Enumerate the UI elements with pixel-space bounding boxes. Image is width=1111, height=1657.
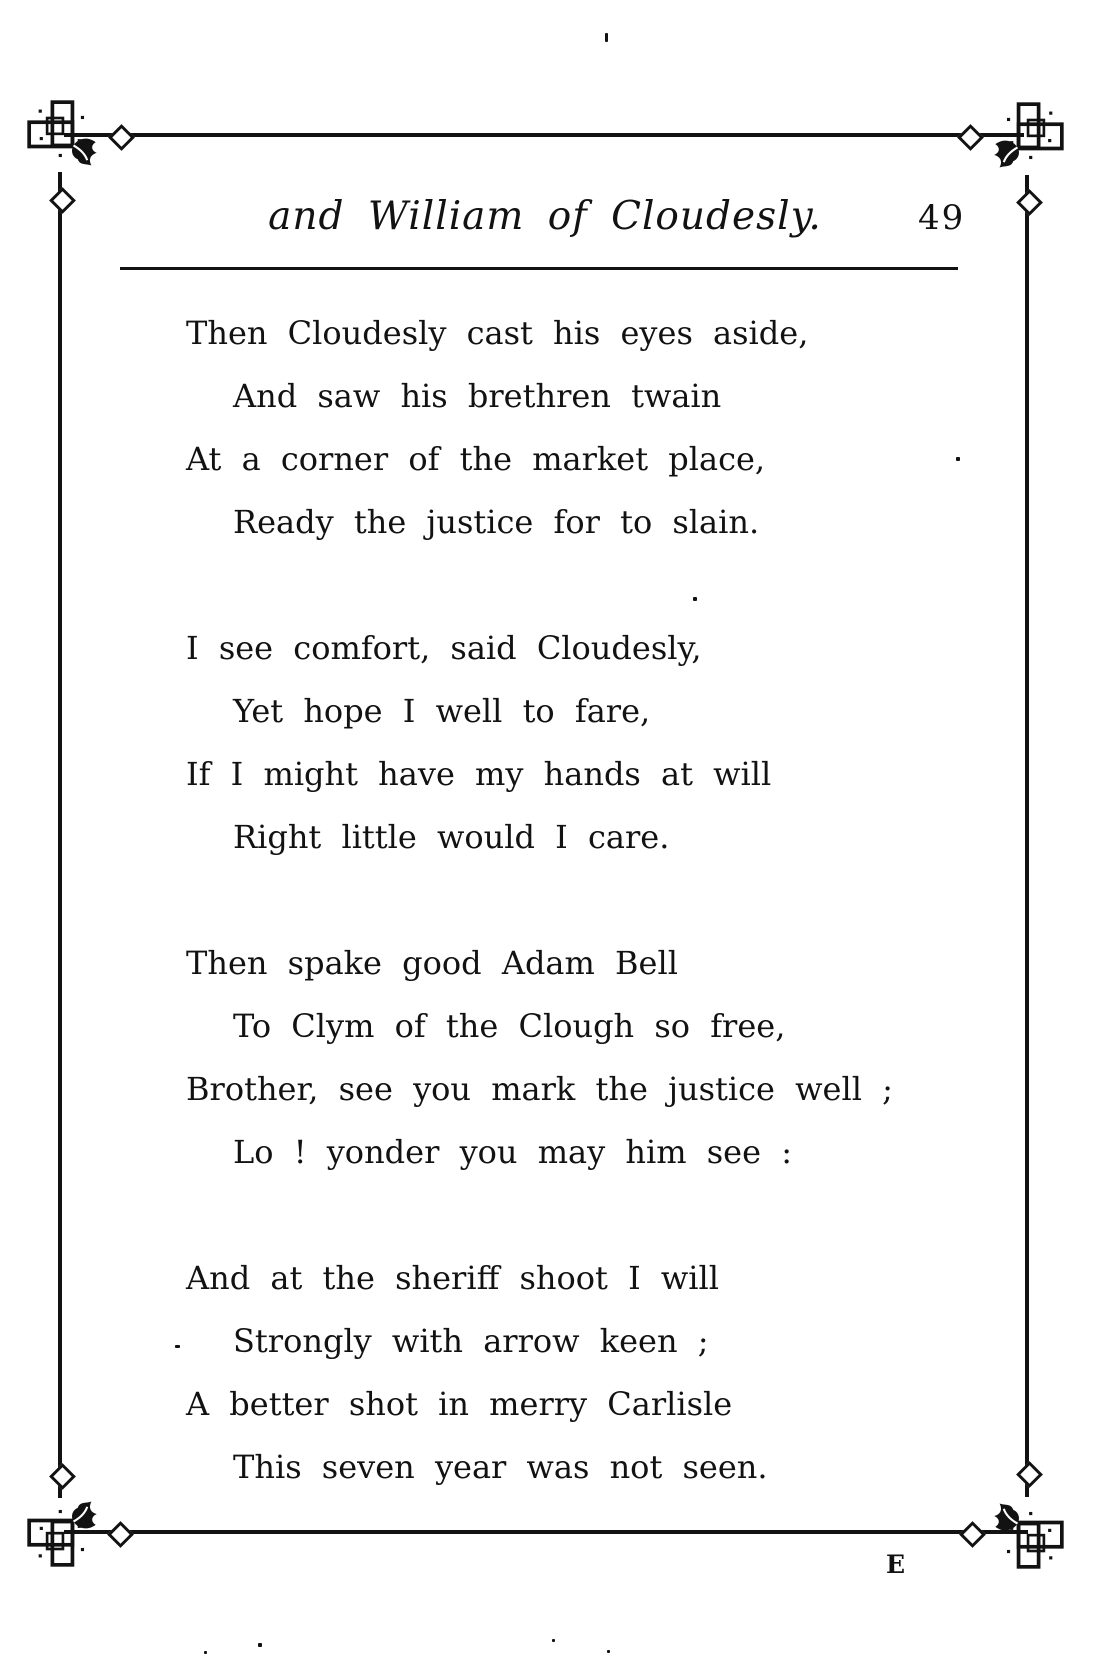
poem-line: I see comfort, said Cloudesly,	[186, 629, 702, 667]
stanza	[186, 932, 946, 1184]
scan-speck	[552, 1639, 555, 1642]
poem-line: Right little would I care.	[233, 818, 670, 856]
stanza	[186, 617, 946, 869]
corner-ornament-bottom-left	[26, 1492, 102, 1568]
poem-line: To Clym of the Clough so free,	[233, 1007, 786, 1045]
diamond-ornament	[108, 124, 135, 151]
poem-line: Then spake good Adam Bell	[186, 944, 678, 982]
page-number: 49	[918, 198, 966, 238]
scan-speck	[258, 1643, 262, 1647]
border-left-rule	[58, 172, 62, 1498]
header-rule	[120, 267, 958, 270]
poem-line: A better shot in merry Carlisle	[186, 1385, 733, 1423]
scan-speck	[175, 1345, 180, 1348]
running-title: and William of Cloudesly.	[268, 194, 822, 239]
scan-speck	[693, 597, 697, 601]
poem-line: This seven year was not seen.	[233, 1448, 768, 1486]
poem-line: Yet hope I well to fare,	[233, 692, 651, 730]
diamond-ornament	[49, 1463, 76, 1490]
poem-line: Then Cloudesly cast his eyes aside,	[186, 314, 809, 352]
diamond-ornament	[49, 187, 76, 214]
poem-line: At a corner of the market place,	[186, 440, 766, 478]
signature-mark: E	[886, 1550, 907, 1579]
scan-speck	[204, 1651, 207, 1654]
corner-ornament-top-left	[26, 99, 102, 175]
border-top-rule	[64, 133, 1024, 137]
poem-line: Brother, see you mark the justice well ;	[186, 1070, 893, 1108]
poem-line: And at the sheriff shoot I will	[186, 1259, 719, 1297]
poem-line: Lo ! yonder you may him see :	[233, 1133, 792, 1171]
corner-ornament-bottom-right	[989, 1494, 1065, 1570]
poem	[186, 302, 946, 1562]
diamond-ornament	[1016, 1461, 1043, 1488]
scan-speck	[956, 457, 960, 461]
diamond-ornament	[1016, 189, 1043, 216]
border-right-rule	[1025, 175, 1029, 1497]
scan-speck	[607, 1650, 610, 1653]
stanza	[186, 302, 946, 554]
poem-line: If I might have my hands at will	[186, 755, 772, 793]
poem-line: Ready the justice for to slain.	[233, 503, 760, 541]
corner-ornament-top-right	[989, 101, 1065, 177]
poem-line: And saw his brethren twain	[233, 377, 722, 415]
scan-speck	[605, 33, 608, 42]
diamond-ornament	[959, 1521, 986, 1548]
diamond-ornament	[107, 1521, 134, 1548]
diamond-ornament	[957, 124, 984, 151]
poem-line: Strongly with arrow keen ;	[233, 1322, 709, 1360]
stanza	[186, 1247, 946, 1499]
